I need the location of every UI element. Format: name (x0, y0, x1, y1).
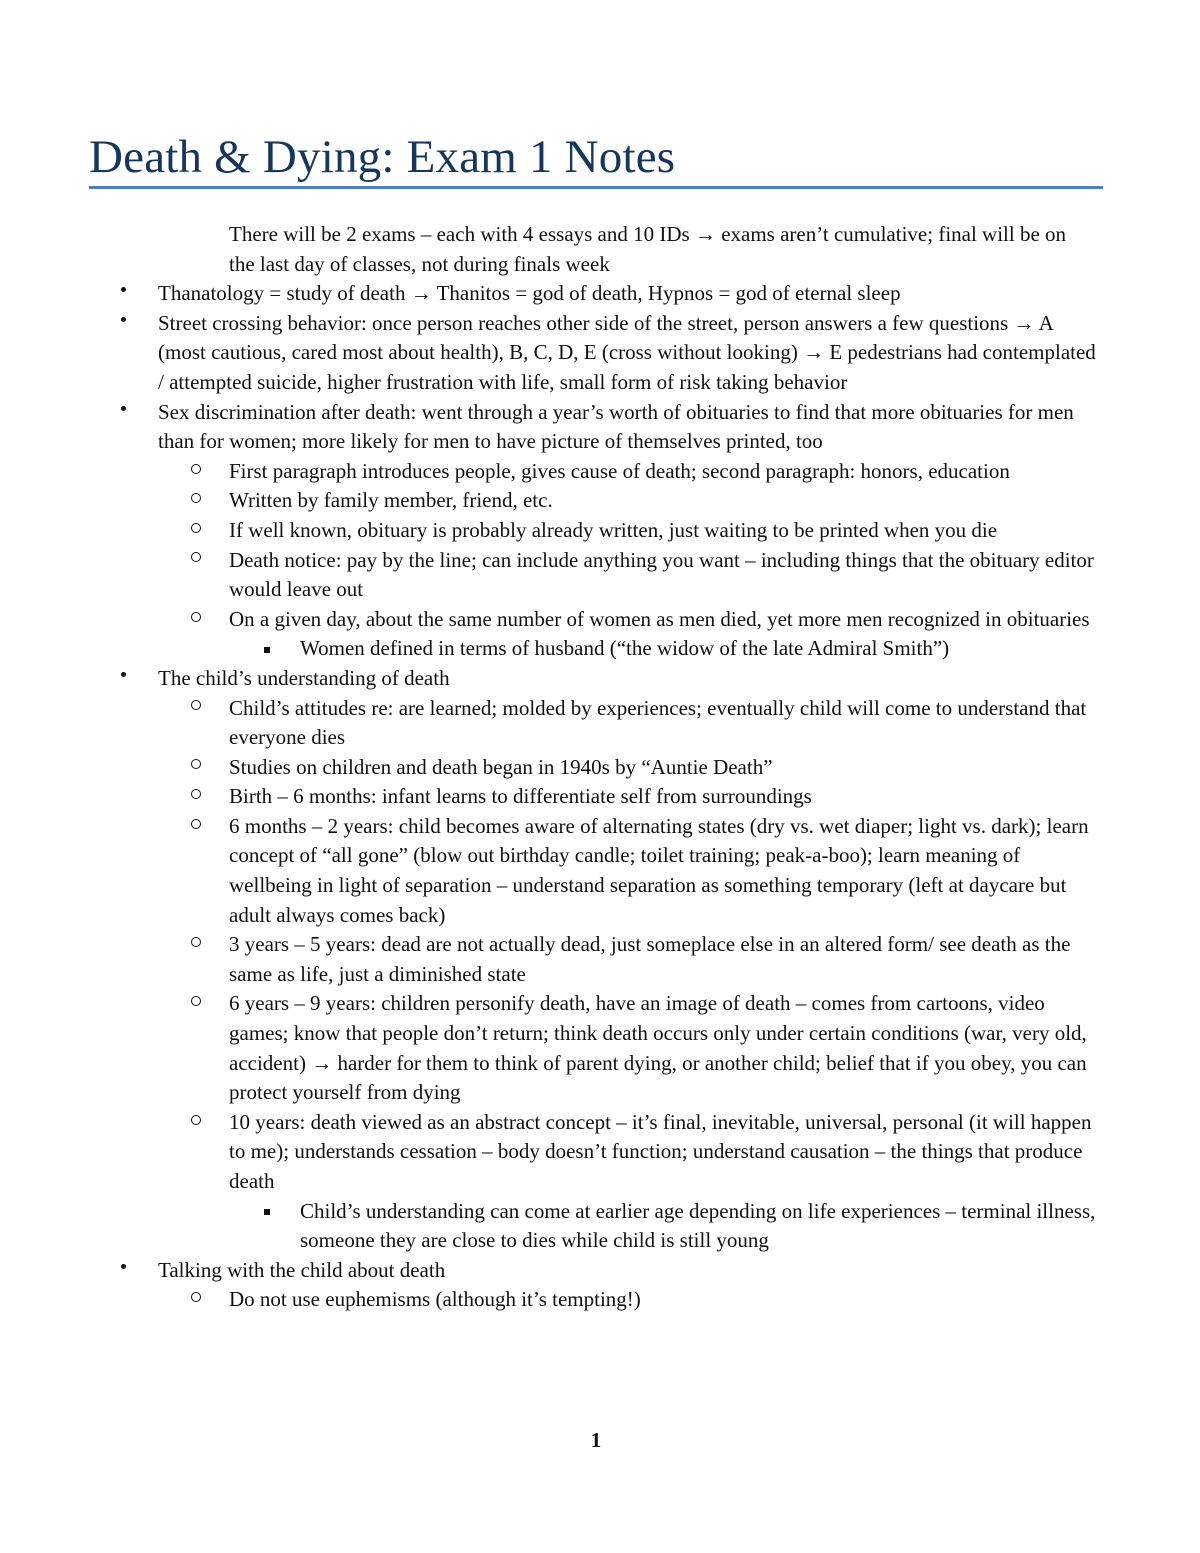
bullet-icon (117, 398, 129, 428)
bullet-icon (117, 309, 129, 339)
bullet-icon (117, 1256, 129, 1286)
list-item: Sex discrimination after death: went through a year’s worth of obituaries to find that more obituaries for men than for women; more likely for men to have picture of themselves printed, too (158, 398, 1103, 457)
bullet-icon (117, 664, 129, 694)
title-underline (89, 186, 1103, 189)
list-subitem: 6 months – 2 years: child becomes aware of alternating states (dry vs. wet diaper; light vs. dark); learn concept of “all gone” (blow out birthday candle; toilet training; peak-a-boo); learn meaning of wellbeing in light of separation – understand separation as something temporary (left at daycare but adult always comes back) (229, 812, 1101, 930)
circle-bullet-icon (189, 605, 203, 635)
square-bullet-icon (260, 1197, 274, 1227)
circle-bullet-icon (189, 989, 203, 1019)
circle-bullet-icon (189, 516, 203, 546)
list-item: Thanatology = study of death → Thanitos = god of death, Hypnos = god of eternal sleep (158, 279, 1103, 309)
document-title: Death & Dying: Exam 1 Notes (89, 131, 676, 183)
list-subitem: 3 years – 5 years: dead are not actually dead, just someplace else in an altered form/ see death as the same as life, just a diminished state (229, 930, 1101, 989)
list-subitem: Child’s attitudes re: are learned; molded by experiences; eventually child will come to understand that everyone dies (229, 694, 1101, 753)
circle-bullet-icon (189, 694, 203, 724)
list-subitem: 6 years – 9 years: children personify death, have an image of death – comes from cartoons, video games; know that people don’t return; think death occurs only under certain conditions (war, very old, accident) → harder for them to think of parent dying, or another child; belief that if you obey, you can protect yourself from dying (229, 989, 1101, 1107)
square-bullet-icon (260, 634, 274, 664)
circle-bullet-icon (189, 457, 203, 487)
list-subitem: Studies on children and death began in 1940s by “Auntie Death” (229, 753, 1101, 783)
list-subitem: Death notice: pay by the line; can include anything you want – including things that the obituary editor would leave out (229, 546, 1101, 605)
list-subsubitem: Child’s understanding can come at earlier age depending on life experiences – terminal illness, someone they are close to dies while child is still young (300, 1197, 1100, 1256)
page-number: 1 (590, 1428, 602, 1452)
intro-paragraph: There will be 2 exams – each with 4 essays and 10 IDs → exams aren’t cumulative; final will be on the last day of classes, not during finals week (229, 222, 1067, 276)
circle-bullet-icon (189, 1285, 203, 1315)
circle-bullet-icon (189, 486, 203, 516)
list-subsubitem: Women defined in terms of husband (“the widow of the late Admiral Smith”) (300, 634, 1100, 664)
notes-list (0, 220, 1200, 1315)
list-subitem: Written by family member, friend, etc. (229, 486, 1101, 516)
circle-bullet-icon (189, 930, 203, 960)
list-subitem: If well known, obituary is probably already written, just waiting to be printed when you die (229, 516, 1101, 546)
list-subitem: On a given day, about the same number of women as men died, yet more men recognized in obituaries (229, 605, 1101, 635)
circle-bullet-icon (189, 1108, 203, 1138)
circle-bullet-icon (189, 812, 203, 842)
bullet-icon (117, 279, 129, 309)
list-item: The child’s understanding of death (158, 664, 1103, 694)
list-item: Street crossing behavior: once person reaches other side of the street, person answers a few questions → A (most cautious, cared most about health), B, C, D, E (cross without looking) → E pedestrians had contemplated / attempted suicide, higher frustration with life, small form of risk taking behavior (158, 309, 1103, 398)
list-subitem: 10 years: death viewed as an abstract concept – it’s final, inevitable, universal, personal (it will happen to me); understands cessation – body doesn’t function; understand causation – the things that produce death (229, 1108, 1101, 1197)
list-subitem: Do not use euphemisms (although it’s tempting!) (229, 1285, 1101, 1315)
circle-bullet-icon (189, 782, 203, 812)
list-item: Talking with the child about death (158, 1256, 1103, 1286)
list-subitem: Birth – 6 months: infant learns to differentiate self from surroundings (229, 782, 1101, 812)
circle-bullet-icon (189, 753, 203, 783)
list-subitem: First paragraph introduces people, gives cause of death; second paragraph: honors, education (229, 457, 1101, 487)
circle-bullet-icon (189, 546, 203, 576)
